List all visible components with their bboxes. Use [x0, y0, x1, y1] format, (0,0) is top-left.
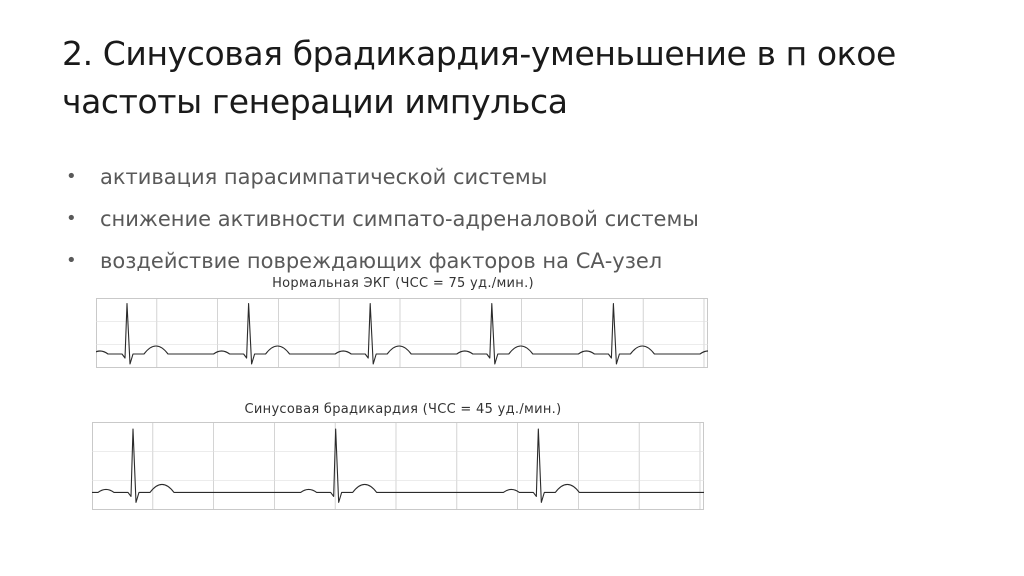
ecg-trace-line	[96, 304, 708, 364]
bullet-item	[66, 198, 699, 240]
bullet-text: активация парасимпатической системы	[100, 165, 548, 189]
ecg-trace-line	[92, 429, 704, 502]
bullet-dot-icon: •	[66, 208, 77, 229]
ecg-bradycardia-caption: Синусовая брадикардия (ЧСС = 45 уд./мин.)	[244, 402, 562, 417]
slide-title: 2. Синусовая брадикардия-уменьшение в п окое частоты генерации импульса	[62, 34, 896, 121]
bullet-item	[66, 156, 699, 198]
ecg-normal-caption: Нормальная ЭКГ (ЧСС = 75 уд./мин.)	[272, 276, 534, 291]
bullet-text: снижение активности симпато-адреналовой системы	[100, 207, 699, 231]
bullet-dot-icon: •	[66, 250, 77, 271]
ecg-normal-strip	[96, 298, 708, 368]
bullet-text: воздействие повреждающих факторов на СА-узел	[100, 249, 663, 273]
ecg-figure	[78, 276, 728, 528]
ecg-grid	[92, 422, 704, 510]
bullet-list	[66, 156, 699, 282]
ecg-bradycardia-strip	[92, 422, 704, 510]
bullet-dot-icon: •	[66, 166, 77, 187]
